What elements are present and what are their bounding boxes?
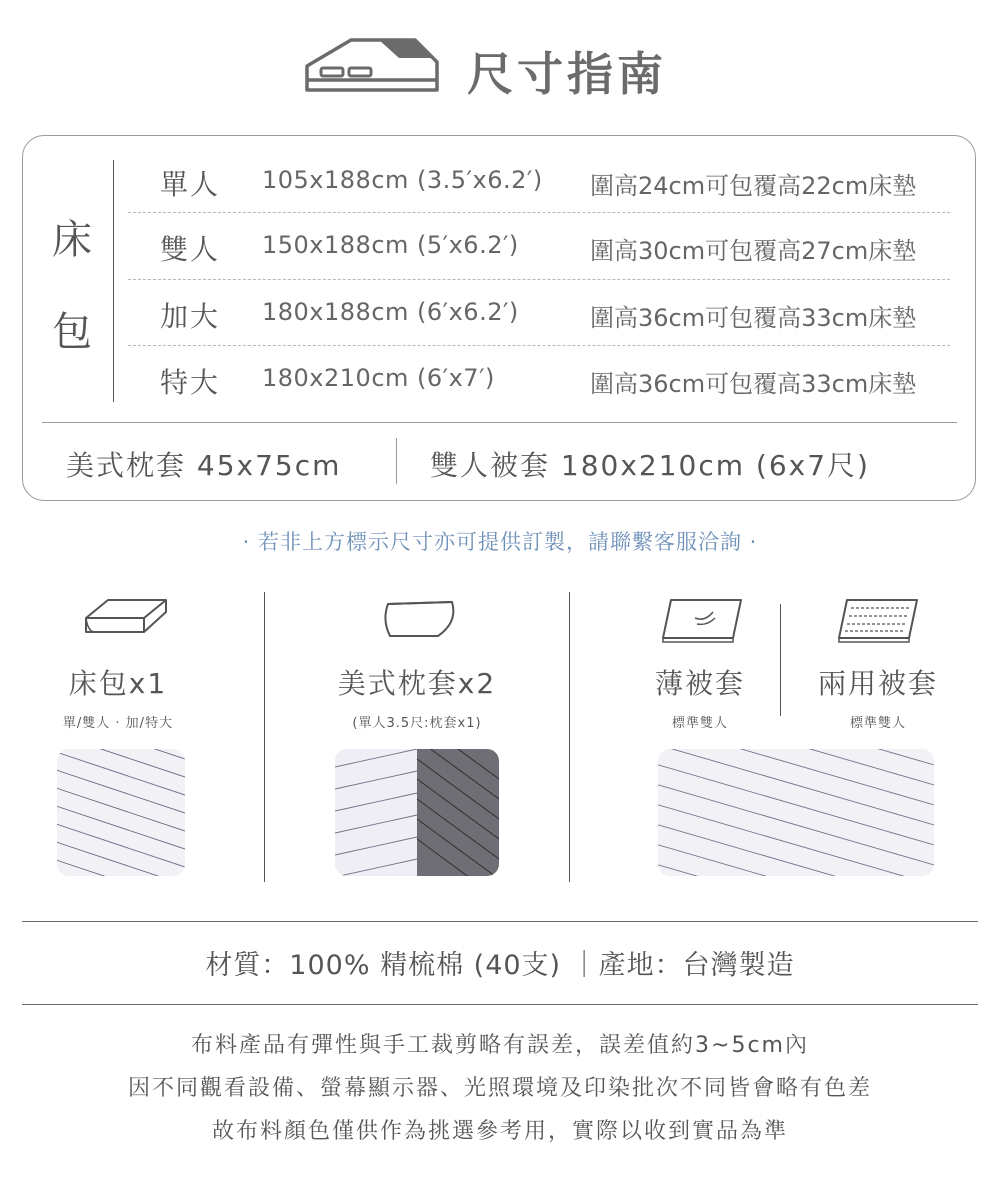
dual-duvet-icon [837, 598, 919, 648]
size-row-note: 圍高36cm可包覆高33cm床墊 [590, 370, 917, 398]
product-subtitle: 標準雙人 [849, 716, 906, 731]
divider [22, 1004, 978, 1005]
column-divider [569, 592, 570, 882]
thin-duvet-icon [661, 598, 743, 648]
fitted-sheet-label-char-2: 包 [52, 309, 92, 355]
column-divider [264, 592, 265, 882]
notice-line: 布料產品有彈性與手工裁剪略有誤差，誤差值約3~5cm內 [191, 1033, 809, 1058]
row-divider [128, 212, 950, 213]
row-divider [128, 345, 950, 346]
material-info: 材質：100% 精梳棉 (40支) ｜產地：台灣製造 [205, 950, 795, 981]
fitted-sheet-icon [84, 598, 170, 646]
fitted-sheet-label-char-1: 床 [52, 217, 92, 263]
size-row-dimension: 150x188cm (5′x6.2′) [262, 231, 519, 259]
size-row-note: 圍高24cm可包覆高22cm床墊 [590, 172, 917, 200]
product-subtitle: (單人3.5尺:枕套x1) [352, 716, 482, 731]
size-row-dimension: 180x188cm (6′x6.2′) [262, 298, 519, 326]
product-title: 床包x1 [68, 667, 168, 700]
page-title: 尺寸指南 [467, 47, 667, 101]
size-row-name: 單人 [160, 168, 221, 201]
product-title: 薄被套 [654, 667, 745, 700]
fabric-swatch-pair [335, 749, 499, 876]
product-subtitle: 標準雙人 [671, 716, 728, 731]
duvet-size: 雙人被套 180x210cm (6x7尺) [430, 449, 870, 482]
row-divider [128, 279, 950, 280]
size-row-dimension: 105x188cm (3.5′x6.2′) [262, 166, 543, 194]
size-row-name: 特大 [160, 366, 221, 399]
size-row-name: 雙人 [160, 233, 221, 266]
bed-house-icon [303, 36, 439, 94]
fabric-swatch-wide [658, 749, 934, 876]
pillowcase-icon [376, 598, 460, 644]
custom-order-note: · 若非上方標示尺寸亦可提供訂製，請聯繫客服洽詢 · [242, 530, 758, 554]
divider [42, 422, 957, 423]
notice-line: 故布料顏色僅供作為挑選參考用，實際以收到實品為準 [211, 1119, 788, 1144]
divider [396, 438, 397, 484]
fabric-swatch-light [57, 749, 185, 876]
pillowcase-size: 美式枕套 45x75cm [66, 449, 342, 482]
divider [22, 921, 978, 922]
size-row-dimension: 180x210cm (6′x7′) [262, 364, 495, 392]
header-icon [303, 36, 439, 98]
column-divider [780, 604, 781, 716]
product-title: 兩用被套 [817, 667, 938, 700]
notice-line: 因不同觀看設備、螢幕顯示器、光照環境及印染批次不同皆會略有色差 [127, 1076, 872, 1101]
divider [113, 160, 114, 402]
size-row-name: 加大 [160, 300, 221, 333]
product-subtitle: 單/雙人 · 加/特大 [62, 716, 174, 731]
product-title: 美式枕套x2 [337, 667, 497, 700]
size-row-note: 圍高30cm可包覆高27cm床墊 [590, 237, 917, 265]
size-row-note: 圍高36cm可包覆高33cm床墊 [590, 304, 917, 332]
